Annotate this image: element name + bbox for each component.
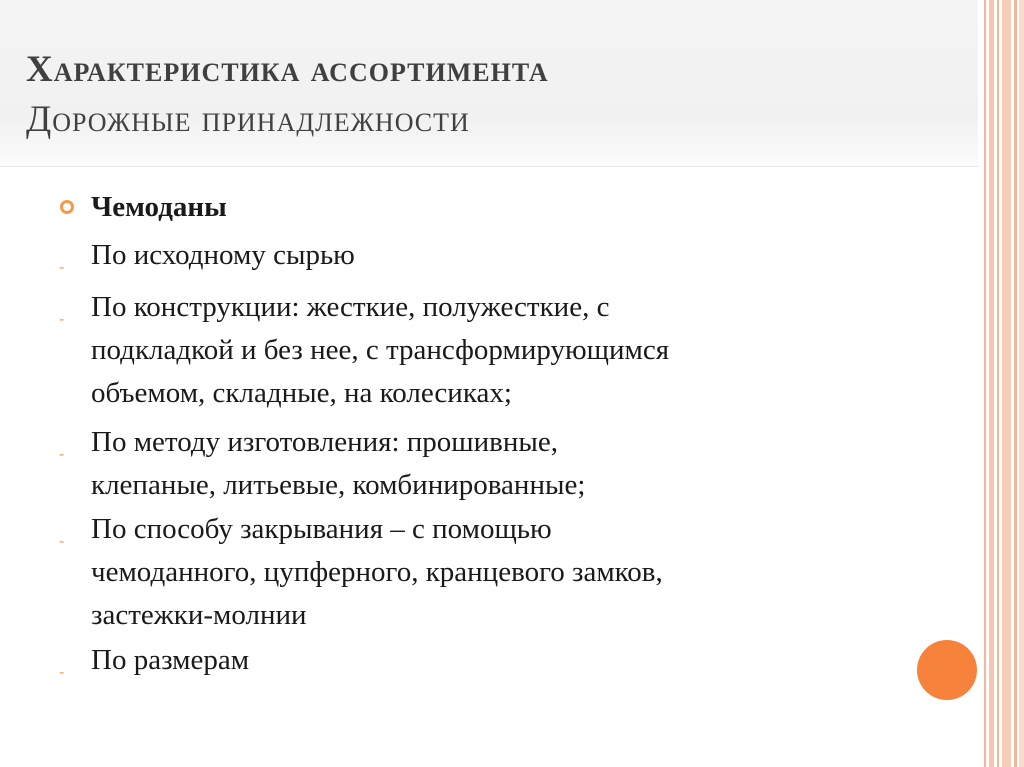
dash-bullet: - <box>59 259 65 276</box>
list-item-text: По размерам <box>91 644 250 676</box>
dash-bullet: - <box>59 533 65 550</box>
list-item <box>59 421 586 507</box>
list-item <box>59 234 355 277</box>
decorative-stripe <box>997 0 999 767</box>
decorative-stripe <box>1014 0 1017 767</box>
title-divider <box>0 166 978 167</box>
decorative-circle <box>917 640 977 700</box>
list-item-text: По исходному сырью <box>91 239 355 271</box>
ring-bullet-icon <box>58 186 78 229</box>
list-item-heading <box>91 186 227 229</box>
list-item-text: Чемоданы <box>91 191 227 223</box>
dash-bullet: - <box>59 311 65 328</box>
decorative-stripe <box>1002 0 1011 767</box>
list-item-text: По способу закрывания – с помощью чемоданного, цупферного, кранцевого замков, застежки-молнии <box>91 513 663 631</box>
decorative-stripe <box>984 0 986 767</box>
dash-bullet: - <box>59 446 65 463</box>
slide-title-line2: Дорожные принадлежности <box>26 99 470 140</box>
decorative-stripe <box>989 0 994 767</box>
slide-title-line1: Характеристика ассортимента <box>26 49 549 90</box>
list-item <box>59 639 250 682</box>
list-item-text: По методу изготовления: прошивные, клепаные, литьевые, комбинированные; <box>91 426 586 501</box>
decorative-stripe <box>1019 0 1024 767</box>
list-item <box>59 286 670 415</box>
dash-bullet: - <box>59 664 65 681</box>
list-item <box>59 508 663 637</box>
list-item-text: По конструкции: жесткие, полужесткие, с подкладкой и без нее, с трансформирующимся объемом, складные, на колесиках; <box>91 291 670 409</box>
